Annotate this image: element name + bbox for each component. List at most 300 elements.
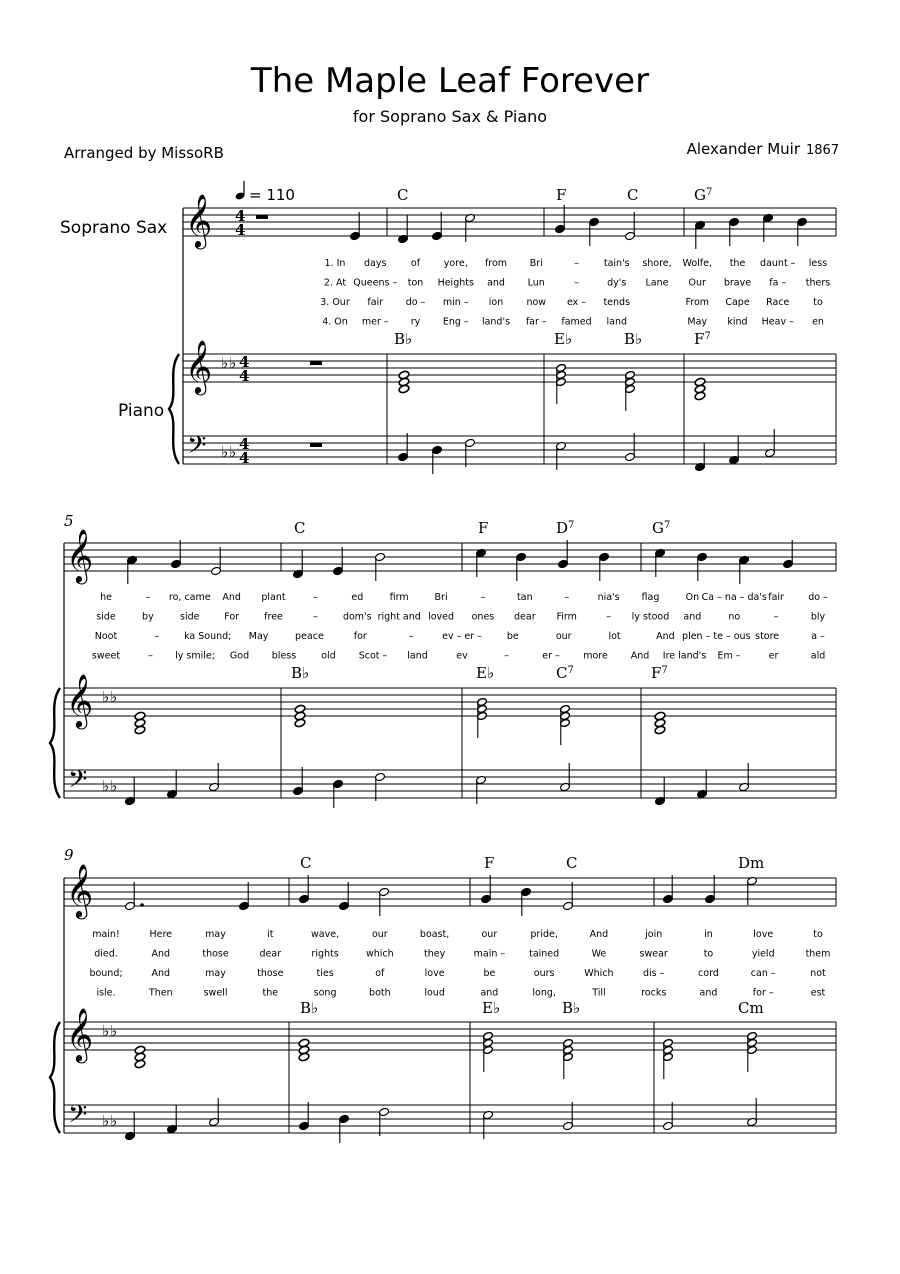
lyric-syllable: our [481,929,498,940]
lyric-syllable: – [148,650,153,662]
lyric-syllable: – [574,258,579,269]
chord-stack [556,364,567,404]
lyric-syllable: 2. At [323,277,347,289]
lyric-syllable: thers [805,277,831,289]
brace-icon [50,1022,60,1133]
lyric-syllable: wave, [311,929,340,940]
flat-icon: ♭ [110,1022,118,1040]
lyric-syllable: right and [377,611,421,623]
note [375,552,386,581]
chord-symbol: $G^7$ [652,519,671,537]
measure-number: 5 [64,512,74,530]
note [239,882,250,911]
lyric-syllable: yore, [443,258,468,269]
treble-clef-icon: 𝄞 [66,863,94,917]
lyric-syllable: ly stood [631,611,670,623]
lyric-syllable: fair [768,592,784,603]
chord-symbol: $F^7$ [694,330,711,348]
chord-symbol: $C^7$ [556,664,574,682]
chord-symbol: B♭ [562,999,581,1017]
lyric-syllable: shore, [642,258,672,269]
flat-icon: ♭ [102,688,110,706]
measure-number: 9 [64,846,74,864]
lyric-syllable: land's [481,316,511,328]
lyric-syllable: ka Sound; [184,631,232,642]
time-signature-bottom: 4 [239,367,250,385]
note [481,875,492,904]
lyric-syllable: from [484,258,508,269]
note [299,875,310,904]
lyric-syllable: song [313,987,337,999]
lyric-syllable: loud [424,987,445,999]
lyric-syllable: – [154,631,160,642]
piano-treble-staff [64,1022,836,1050]
lyric-syllable: And [151,948,171,960]
lyric-syllable: pride, [530,929,558,940]
chord-symbol: C [627,186,639,204]
lyric-syllable: he [100,592,112,603]
lyric-syllable: to [813,297,823,308]
lyric-syllable: they [424,948,446,960]
chord-symbol: Cm [738,999,764,1017]
lyric-syllable: Noot [94,631,118,642]
piano-treble-staff [64,688,836,716]
lyric-syllable: for [353,631,367,642]
lyric-syllable: ours [533,968,555,979]
chord-stack [560,705,571,745]
lyric-syllable: tan [517,592,533,603]
chord-stack [398,370,410,394]
composition-year: 1867 [806,143,840,158]
lyric-syllable: ion [488,297,504,308]
lyric-syllable: Lun [527,277,545,289]
note [339,1114,350,1143]
lyric-syllable: old [321,650,336,662]
lyric-syllable: love [424,968,445,979]
note [556,441,567,470]
chord-symbol: Dm [738,854,765,872]
lyric-syllable: those [202,948,229,960]
lyric-syllable: of [375,968,385,979]
lyric-syllable: dom's [342,611,372,623]
lyric-syllable: ex – [566,297,587,308]
piano-bass-staff [64,770,836,798]
lyric-syllable: ed [351,592,364,603]
composer-credit: Alexander Muir [686,140,800,158]
lyric-syllable: and [487,277,505,289]
lyric-syllable: – [313,611,318,623]
lyric-syllable: side [96,611,116,623]
note [339,882,350,911]
lyric-syllable: daunt – [760,258,796,269]
chord-symbol: C [397,186,409,204]
lyric-syllable: Firm [556,611,577,623]
flat-icon: ♭ [102,777,110,795]
piano-bass-staff [64,1105,836,1133]
lyric-syllable: And [589,929,609,940]
tempo-marking [235,181,295,204]
lyric-syllable: min – [442,297,469,308]
lyric-syllable: Lane [645,277,669,289]
lyric-syllable: Heav – [761,316,794,328]
note [589,217,600,246]
lyric-syllable: – [408,631,414,642]
lyric-syllable: and [683,611,702,623]
lyric-syllable: to [703,948,714,960]
chord-symbol: F [484,854,495,872]
lyric-syllable: a – [811,631,825,642]
lyric-syllable: er – [542,650,560,662]
lyric-syllable: in [704,929,713,940]
lyric-syllable: main – [473,948,506,960]
lyric-syllable: 4. On [322,316,348,328]
lyric-syllable: – [145,592,151,603]
dot-icon [140,903,144,907]
note [350,212,361,241]
chord-stack [694,377,706,401]
note [171,540,182,569]
chord-stack [298,1038,310,1062]
lyric-syllable: our [555,631,572,642]
chord-stack [477,698,488,738]
note [763,213,774,242]
lyric-syllable: more [583,650,608,662]
lyric-syllable: tends [603,297,631,308]
music-notation [50,186,836,1143]
chord-stack [563,1039,574,1079]
lyric-syllable: tained [529,948,560,960]
lyric-syllable: may [205,929,226,940]
lyric-syllable: Wolfe, [682,258,712,269]
chord-stack [294,704,306,728]
whole-rest-icon [256,215,268,219]
lyric-syllable: our [371,929,388,940]
lyric-syllable: loved [428,611,455,623]
lyric-syllable: store [755,631,780,642]
lyric-syllable: – [504,650,509,662]
lyric-syllable: swear [639,948,668,960]
note [697,552,708,581]
lyric-syllable: now [526,297,547,308]
lyric-syllable: love [753,929,774,940]
lyric-syllable: them [805,948,831,960]
lyric-syllable: – [564,592,570,603]
lyric-syllable: of [410,258,421,269]
tempo-value: = 110 [249,186,295,204]
time-signature-bottom: 4 [239,449,250,467]
score-title: The Maple Leaf Forever [250,61,650,101]
lyric-syllable: both [369,987,391,999]
lyric-syllable: side [180,611,200,623]
lyric-syllable: er [768,650,779,662]
lyric-syllable: ro, came [168,592,211,603]
lyric-syllable: may [205,968,226,979]
chord-symbol: C [300,854,312,872]
note [705,875,716,904]
chord-stack [483,1032,494,1072]
lyric-syllable: join [645,929,663,940]
lyric-syllable: Queens – [353,277,398,289]
note [729,217,740,246]
note [555,205,566,234]
lyric-syllable: rocks [641,987,667,999]
chord-symbol: E♭ [476,664,495,682]
chord-symbol: B♭ [300,999,319,1017]
lyric-syllable: Race [766,297,790,308]
time-signature-top: 4 [239,435,250,453]
chord-symbol: $D^7$ [556,519,575,537]
lyric-syllable: Cape [725,297,750,308]
note [655,548,666,577]
time-signature-bottom: 4 [235,221,246,239]
lyric-syllable: rights [311,948,339,960]
note [465,438,476,467]
instrument-name-piano: Piano [118,401,165,421]
note [663,1102,674,1131]
note [476,548,487,577]
lyric-syllable: dis – [642,968,665,979]
lyric-syllable: kind [727,316,748,328]
lyric-syllable: fair [367,297,384,308]
lyric-syllable: ry [410,316,421,328]
lyric-syllable: Scot – [358,650,388,662]
lyric-syllable: And [656,631,675,642]
note [783,540,794,569]
lyric-syllable: And [222,592,241,603]
chord-symbol: E♭ [554,330,573,348]
lyric-syllable: dy's [607,277,627,289]
lyric-syllable: ton [407,277,424,289]
lyric-syllable: And [630,650,650,662]
arranger-credit: Arranged by MissoRB [64,144,224,162]
flat-icon: ♭ [221,443,229,461]
note [379,887,390,916]
instrument-name-sax: Soprano Sax [60,218,168,238]
note [333,547,344,576]
lyric-syllable: isle. [96,987,116,999]
lyric-syllable: mer – [361,316,389,328]
note [625,212,636,241]
flat-icon: ♭ [110,1112,118,1130]
lyric-syllable: Em – [717,650,741,662]
lyric-syllable: can – [750,968,776,979]
note [739,555,750,584]
flat-icon: ♭ [102,1112,110,1130]
lyric-syllable: less [808,258,828,269]
brace-icon [50,688,60,798]
lyric-syllable: do – [808,592,828,603]
note [476,775,487,804]
piano-treble-staff [183,354,836,382]
lyric-syllable: bly [810,611,826,623]
lyric-syllable: We [591,948,607,960]
chord-symbol: E♭ [482,999,501,1017]
lyric-syllable: bless [271,650,297,662]
note [299,1102,310,1131]
lyric-syllable: 3. Our [320,297,350,308]
note [432,445,443,474]
lyric-syllable: for – [752,987,774,999]
whole-rest-icon [310,361,322,365]
lyric-syllable: Bri [529,258,543,269]
chord-symbol: B♭ [291,664,310,682]
lyric-syllable: to [813,929,823,940]
note [625,433,636,462]
lyric-syllable: Eng – [442,316,469,328]
lyric-syllable: tain's [603,258,630,269]
lyric-syllable: and [699,987,718,999]
lyric-syllable: 1. In [324,258,346,269]
note [563,882,574,911]
lyric-syllable: by [142,611,154,623]
lyric-syllable: Here [149,929,173,940]
chord-stack [625,371,636,411]
lyric-syllable: Ire land's [662,650,707,662]
lyric-syllable: – [773,611,779,623]
chord-symbol: $G^7$ [694,186,713,204]
chord-symbol: C [294,519,306,537]
lyric-syllable: far – [525,316,547,328]
lyric-syllable: peace [295,631,324,642]
chord-symbol: C [566,854,578,872]
lyric-syllable: est [810,987,826,999]
lyric-syllable: May [248,631,269,642]
note [521,887,532,916]
lyric-syllable: dear [514,611,536,623]
chord-symbol: B♭ [394,330,413,348]
lyric-syllable: be [483,968,496,979]
lyric-syllable: Then [148,987,173,999]
lyric-syllable: nia's [597,592,620,603]
lyric-syllable: en [812,316,824,328]
lyric-syllable: – [313,592,318,603]
chord-symbol: F [478,519,489,537]
sax-staff [64,878,836,906]
treble-clef-icon: 𝄞 [66,528,94,582]
lyric-syllable: free [264,611,283,623]
lyric-syllable: Heights [437,277,474,289]
lyric-syllable: plant [261,592,286,603]
chord-symbol: B♭ [624,330,643,348]
note [211,547,222,576]
lyric-syllable: do – [405,297,426,308]
note [333,779,344,808]
flat-icon: ♭ [229,443,237,461]
lyric-syllable: From [685,297,710,308]
lyric-syllable: dear [259,948,282,960]
bass-clef-icon: 𝄢 [68,1100,88,1135]
flat-icon: ♭ [110,777,118,795]
time-signature-top: 4 [239,353,250,371]
note [797,217,808,246]
lyric-syllable: famed [561,316,592,328]
lyric-syllable: cord [698,968,719,979]
lyric-syllable: ev – er – [442,631,482,642]
chord-symbol: $F^7$ [651,664,668,682]
note [375,772,386,801]
lyric-syllable: main! [92,929,120,940]
lyric-syllable: For [224,611,240,623]
brace-icon [169,354,179,464]
lyric-syllable: plen – te – ous [682,631,751,642]
lyric-syllable: ev [456,650,468,662]
lyric-syllable: the [262,987,279,999]
lyric-syllable: died. [94,948,118,960]
lyric-syllable: – [606,611,611,623]
note [663,875,674,904]
lyric-syllable: be [506,631,519,642]
lyric-syllable: – [574,277,579,289]
lyric-syllable: flag [641,592,660,603]
treble-clef-icon: 𝄞 [66,673,94,727]
bass-clef-icon: 𝄢 [68,765,88,800]
lyric-syllable: Till [592,987,606,999]
lyric-syllable: brave [723,277,752,289]
note [293,767,304,796]
note [127,555,138,584]
lyric-syllable: land [407,650,428,662]
lyric-syllable: long, [532,987,556,999]
lyric-syllable: – [480,592,486,603]
lyric-syllable: yield [751,948,775,960]
lyric-syllable: no [728,611,741,623]
lyric-syllable: On [685,592,700,603]
note [563,1102,574,1131]
note [599,552,610,581]
note [695,220,706,249]
lyric-syllable: land [606,316,628,328]
lyric-syllable: and [480,987,499,999]
lyric-syllable: those [257,968,284,979]
bass-clef-icon: 𝄢 [187,431,207,466]
chord-symbol: F [556,186,567,204]
lyric-syllable: Which [584,968,614,979]
treble-clef-icon: 𝄞 [185,193,213,247]
note [747,876,758,905]
note [483,1110,494,1139]
note [432,212,443,241]
lyric-syllable: fa – [769,277,787,289]
whole-rest-icon [310,443,322,447]
lyric-syllable: firm [389,592,409,603]
lyric-syllable: it [267,929,274,940]
chord-stack [134,1045,146,1069]
lyric-syllable: Ca – na – da's [701,592,767,603]
lyric-syllable: boast, [419,929,450,940]
lyric-syllable: God [229,650,250,662]
flat-icon: ♭ [110,688,118,706]
lyric-syllable: ones [471,611,495,623]
lyric-syllable: the [729,258,746,269]
lyric-syllable: bound; [89,968,123,979]
chord-stack [654,711,666,735]
lyric-syllable: sweet [91,650,121,662]
flat-icon: ♭ [221,354,229,372]
chord-stack [747,1032,758,1072]
time-signature-top: 4 [235,207,246,225]
note [379,1107,390,1136]
note [558,540,569,569]
lyric-syllable: ly smile; [175,650,215,662]
treble-clef-icon: 𝄞 [185,339,213,393]
lyric-syllable: ald [810,650,826,662]
treble-clef-icon: 𝄞 [66,1007,94,1061]
lyric-syllable: Bri [434,592,448,603]
lyric-syllable: not [810,968,826,979]
lyric-syllable: which [366,948,394,960]
note [398,433,409,462]
lyric-syllable: swell [203,987,228,999]
